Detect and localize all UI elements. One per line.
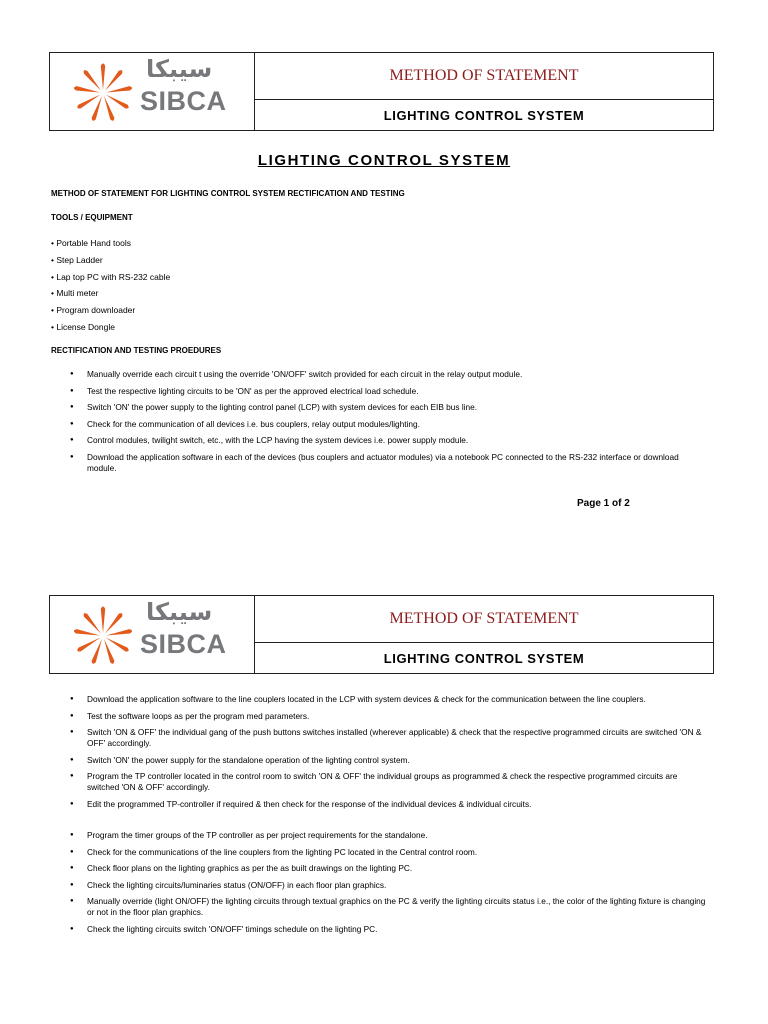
document-title: LIGHTING CONTROL SYSTEM <box>257 152 511 169</box>
list-item: • Portable Hand tools <box>51 238 131 248</box>
sunburst-logo-icon <box>68 58 138 128</box>
document-header <box>49 595 714 674</box>
header-title-cell <box>255 53 713 100</box>
logo-cell <box>50 596 255 673</box>
logo-cell <box>50 53 255 130</box>
list-item: ● Switch 'ON' the power supply for the standalone operation of the lighting control system. <box>70 755 710 766</box>
document-header <box>49 52 714 131</box>
list-item: ● Program the timer groups of the TP controller as per project requirements for the standalone. <box>70 830 710 841</box>
header-subtitle-cell <box>255 100 713 130</box>
sibca-logo <box>68 598 227 676</box>
header-subtitle-cell <box>255 643 713 673</box>
list-item: ● Check the lighting circuits switch 'ON/OFF' timings schedule on the lighting PC. <box>70 924 710 935</box>
list-item: ● Check for the communications of the line couplers from the lighting PC located in the Central control room. <box>70 847 710 858</box>
list-item: ● Check for the communication of all devices i.e. bus couplers, relay output modules/lighting. <box>70 419 710 430</box>
intro-heading: METHOD OF STATEMENT FOR LIGHTING CONTROL SYSTEM RECTIFICATION AND TESTING <box>51 189 405 198</box>
list-item: ● Check the lighting circuits/luminaries status (ON/OFF) in each floor plan graphics. <box>70 880 710 891</box>
logo-arabic-text: سيبكا <box>146 55 213 83</box>
logo-arabic-text: سيبكا <box>146 598 213 626</box>
list-item: ● Edit the programmed TP-controller if required & then check for the response of the individual devices & individual circuits. <box>70 799 710 810</box>
procedures-list-continued <box>70 694 710 816</box>
list-item: • Lap top PC with RS-232 cable <box>51 271 171 282</box>
procedures-heading: RECTIFICATION AND TESTING PROEDURES <box>51 346 222 355</box>
header-title: METHOD OF STATEMENT <box>389 67 579 84</box>
list-item: • Program downloader <box>51 305 136 316</box>
page-number: Page 1 of 2 <box>577 498 630 509</box>
list-item: ● Control modules, twilight switch, etc., with the LCP having the system devices i.e. power supply module. <box>70 435 710 446</box>
logo-english-text: SIBCA <box>140 86 227 116</box>
list-item: ● Switch 'ON' the power supply to the lighting control panel (LCP) with system devices for each EIB bus line. <box>70 402 710 413</box>
list-item: ● Manually override (light ON/OFF) the lighting circuits through textual graphics on the PC & verify the lighting circuits status i.e., the color of the lighting fixture is changing or not in the floor plan graphics. <box>70 896 710 918</box>
list-item: • License Dongle <box>51 321 115 332</box>
procedures-list-final <box>70 830 710 941</box>
list-item: ● Test the respective lighting circuits to be 'ON' as per the approved electrical load schedule. <box>70 386 710 397</box>
list-item: ● Download the application software in each of the devices (bus couplers and actuator modules) via a notebook PC connected to the RS-232 interface or download module. <box>70 452 710 474</box>
list-item: ● Program the TP controller located in the control room to switch 'ON & OFF' the individual groups as programmed & check the respective programmed circuits are switched 'ON & OFF' accordingly. <box>70 771 710 793</box>
list-item: ● Manually override each circuit t using the override 'ON/OFF' switch provided for each circuit in the relay output module. <box>70 369 710 380</box>
list-item: ● Switch 'ON & OFF' the individual gang of the push buttons switches installed (wherever applicable) & check that the respective programmed circuits are switched 'ON & OFF' accordingly. <box>70 727 710 749</box>
header-subtitle: LIGHTING CONTROL SYSTEM <box>383 650 585 666</box>
list-item: ● Test the software loops as per the program med parameters. <box>70 711 710 722</box>
tools-list <box>51 238 170 339</box>
header-title-cell <box>255 596 713 643</box>
procedures-list <box>70 369 710 480</box>
logo-english-text: SIBCA <box>140 629 227 659</box>
sunburst-logo-icon <box>68 601 138 671</box>
list-item: ● Check floor plans on the lighting graphics as per the as built drawings on the lighting PC. <box>70 863 710 874</box>
list-item: ● Download the application software to the line couplers located in the LCP with system devices & check for the communication between the line couplers. <box>70 694 710 705</box>
list-item: • Step Ladder <box>51 254 103 265</box>
header-subtitle: LIGHTING CONTROL SYSTEM <box>383 107 585 123</box>
header-title: METHOD OF STATEMENT <box>389 610 579 627</box>
sibca-logo <box>68 55 227 133</box>
list-item: • Multi meter <box>51 288 99 299</box>
tools-heading: TOOLS / EQUIPMENT <box>51 213 133 222</box>
